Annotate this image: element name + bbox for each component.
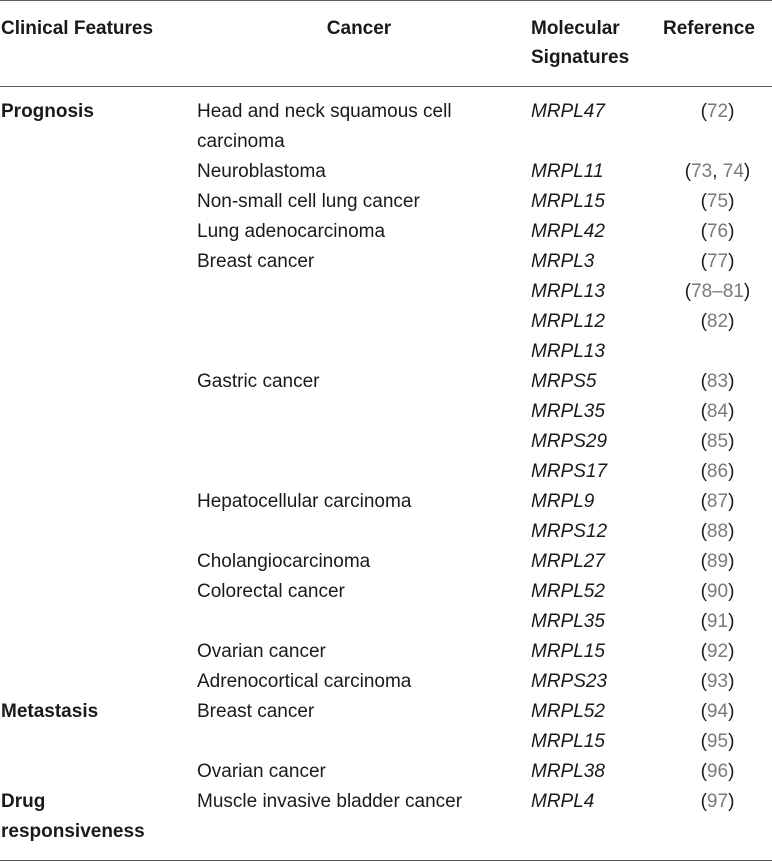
ref-paren: ) bbox=[728, 101, 735, 122]
signature-cell: MRPS23 bbox=[531, 671, 608, 692]
reference-link[interactable]: 94 bbox=[706, 701, 729, 722]
reference-cell bbox=[663, 577, 772, 607]
header-molecular-line2: Signatures bbox=[531, 47, 630, 68]
signature-cell: MRPS17 bbox=[531, 461, 608, 482]
reference-link[interactable]: 92 bbox=[706, 641, 729, 662]
cancer-cell: Breast cancer bbox=[197, 701, 315, 722]
cancer-cell bbox=[197, 97, 531, 157]
ref-paren: ) bbox=[728, 641, 735, 662]
reference-link[interactable]: 96 bbox=[706, 761, 729, 782]
table-row bbox=[0, 697, 772, 727]
cancer-cell: Neuroblastoma bbox=[197, 161, 326, 182]
table-row bbox=[0, 97, 772, 157]
reference-cell bbox=[663, 277, 772, 307]
ref-paren: ) bbox=[728, 311, 735, 332]
signature-cell: MRPL35 bbox=[531, 611, 605, 632]
reference-link[interactable]: 89 bbox=[706, 551, 729, 572]
ref-paren: ( bbox=[700, 791, 707, 812]
reference-link[interactable]: 97 bbox=[706, 791, 729, 812]
signature-cell: MRPL27 bbox=[531, 551, 605, 572]
table-bottom-rule bbox=[0, 860, 772, 861]
ref-paren: ( bbox=[700, 581, 707, 602]
cancer-cell: Ovarian cancer bbox=[197, 761, 326, 782]
ref-paren: ( bbox=[700, 431, 707, 452]
ref-paren: ( bbox=[700, 191, 707, 212]
ref-paren: ( bbox=[700, 221, 707, 242]
ref-paren: ( bbox=[700, 521, 707, 542]
table-row bbox=[0, 247, 772, 277]
reference-cell bbox=[663, 667, 772, 697]
reference-cell bbox=[663, 97, 772, 127]
reference-cell bbox=[663, 367, 772, 397]
reference-link[interactable]: 72 bbox=[706, 101, 729, 122]
ref-paren: ( bbox=[700, 461, 707, 482]
ref-paren: ) bbox=[743, 161, 751, 182]
reference-link[interactable]: 90 bbox=[706, 581, 729, 602]
ref-paren: ( bbox=[700, 731, 707, 752]
signature-cell: MRPL13 bbox=[531, 341, 605, 362]
table-row bbox=[0, 607, 772, 637]
reference-cell bbox=[663, 727, 772, 757]
reference-link[interactable]: 75 bbox=[706, 191, 729, 212]
cancer-cell: Lung adenocarcinoma bbox=[197, 221, 386, 242]
ref-paren: ) bbox=[728, 461, 735, 482]
signature-cell: MRPS5 bbox=[531, 371, 597, 392]
table-row bbox=[0, 337, 772, 367]
ref-paren: ) bbox=[728, 221, 735, 242]
signature-cell: MRPS12 bbox=[531, 521, 608, 542]
reference-cell bbox=[663, 247, 772, 277]
table-row bbox=[0, 187, 772, 217]
signature-cell: MRPL52 bbox=[531, 701, 605, 722]
ref-paren: ( bbox=[700, 251, 707, 272]
table-row bbox=[0, 457, 772, 487]
reference-link[interactable]: 85 bbox=[706, 431, 729, 452]
reference-cell bbox=[663, 757, 772, 787]
reference-link[interactable]: 74 bbox=[722, 161, 744, 182]
ref-paren: ( bbox=[700, 371, 707, 392]
cancer-cell: Non-small cell lung cancer bbox=[197, 191, 420, 212]
table-row bbox=[0, 517, 772, 547]
signature-cell: MRPL11 bbox=[531, 161, 604, 182]
ref-paren: ) bbox=[728, 761, 735, 782]
signature-cell: MRPL42 bbox=[531, 221, 605, 242]
ref-paren: ) bbox=[728, 611, 735, 632]
signature-cell: MRPL15 bbox=[531, 641, 605, 662]
reference-cell bbox=[663, 517, 772, 547]
header-reference: Reference bbox=[663, 18, 755, 39]
ref-paren: ) bbox=[743, 281, 751, 302]
reference-cell bbox=[663, 487, 772, 517]
ref-paren: ( bbox=[700, 101, 707, 122]
table-row bbox=[0, 637, 772, 667]
header-molecular-signatures bbox=[531, 14, 661, 72]
cancer-cell: Gastric cancer bbox=[197, 371, 320, 392]
ref-paren: ) bbox=[728, 431, 735, 452]
reference-link[interactable]: 78–81 bbox=[691, 281, 744, 302]
ref-paren: ) bbox=[728, 671, 735, 692]
ref-paren: ) bbox=[728, 581, 735, 602]
reference-link[interactable]: 86 bbox=[706, 461, 729, 482]
reference-cell bbox=[663, 217, 772, 247]
ref-paren: ( bbox=[684, 281, 692, 302]
reference-cell bbox=[663, 457, 772, 487]
ref-paren: ) bbox=[728, 791, 735, 812]
signature-cell: MRPL4 bbox=[531, 791, 595, 812]
ref-paren: ) bbox=[728, 401, 735, 422]
signature-cell: MRPL38 bbox=[531, 761, 605, 782]
table-row bbox=[0, 397, 772, 427]
ref-paren: ( bbox=[700, 401, 707, 422]
ref-paren: ) bbox=[728, 521, 735, 542]
ref-paren: ( bbox=[700, 671, 707, 692]
reference-cell bbox=[663, 307, 772, 337]
table-row bbox=[0, 757, 772, 787]
signature-cell: MRPL9 bbox=[531, 491, 595, 512]
reference-link[interactable]: 88 bbox=[706, 521, 729, 542]
signature-cell: MRPL12 bbox=[531, 311, 605, 332]
ref-paren: ( bbox=[700, 491, 707, 512]
ref-paren: ) bbox=[728, 551, 735, 572]
reference-link[interactable]: 77 bbox=[706, 251, 729, 272]
ref-paren: ( bbox=[700, 311, 707, 332]
ref-paren: ) bbox=[728, 491, 735, 512]
ref-paren: ( bbox=[700, 761, 707, 782]
cancer-cell: Adrenocortical carcinoma bbox=[197, 671, 412, 692]
reference-cell bbox=[663, 607, 772, 637]
reference-cell bbox=[663, 697, 772, 727]
reference-link[interactable]: 83 bbox=[706, 371, 729, 392]
ref-paren: ( bbox=[684, 161, 692, 182]
reference-link[interactable]: 93 bbox=[706, 671, 729, 692]
reference-cell bbox=[663, 427, 772, 457]
header-rule bbox=[0, 86, 772, 87]
ref-paren: ) bbox=[728, 371, 735, 392]
reference-cell bbox=[663, 787, 772, 817]
feature-cell bbox=[0, 787, 197, 847]
ref-paren: ) bbox=[728, 191, 735, 212]
ref-paren: ( bbox=[700, 641, 707, 662]
table-row bbox=[0, 427, 772, 457]
reference-cell bbox=[663, 397, 772, 427]
ref-paren: ) bbox=[728, 731, 735, 752]
reference-link[interactable]: 87 bbox=[706, 491, 729, 512]
table-row bbox=[0, 577, 772, 607]
reference-link[interactable]: 76 bbox=[706, 221, 729, 242]
cancer-line: carcinoma bbox=[197, 131, 285, 152]
header-cancer-label: Cancer bbox=[326, 18, 392, 39]
reference-cell bbox=[663, 187, 772, 217]
feature-line: Drug bbox=[1, 791, 46, 812]
ref-paren: ) bbox=[728, 701, 735, 722]
cancer-cell: Hepatocellular carcinoma bbox=[197, 491, 412, 512]
feature-cell: Metastasis bbox=[1, 701, 99, 722]
ref-paren: ( bbox=[700, 701, 707, 722]
reference-cell bbox=[663, 157, 772, 187]
table-row bbox=[0, 487, 772, 517]
header-clinical-features: Clinical Features bbox=[1, 18, 154, 39]
signature-cell: MRPL15 bbox=[531, 731, 605, 752]
feature-cell: Prognosis bbox=[1, 101, 94, 122]
signature-cell: MRPL13 bbox=[531, 281, 605, 302]
table-row bbox=[0, 667, 772, 697]
reference-link[interactable]: 95 bbox=[706, 731, 729, 752]
cancer-cell: Breast cancer bbox=[197, 251, 315, 272]
table-row bbox=[0, 307, 772, 337]
ref-separator: , bbox=[712, 161, 723, 182]
cancer-line: Head and neck squamous cell bbox=[197, 101, 452, 122]
reference-cell bbox=[663, 637, 772, 667]
table-row bbox=[0, 217, 772, 247]
table-row bbox=[0, 727, 772, 757]
signature-cell: MRPL47 bbox=[531, 101, 605, 122]
signature-cell: MRPS29 bbox=[531, 431, 608, 452]
feature-line: responsiveness bbox=[1, 821, 145, 842]
signature-cell: MRPL52 bbox=[531, 581, 605, 602]
ref-paren: ( bbox=[700, 611, 707, 632]
ref-paren: ( bbox=[700, 551, 707, 572]
signature-cell: MRPL3 bbox=[531, 251, 595, 272]
table-row bbox=[0, 367, 772, 397]
header-molecular-line1: Molecular bbox=[531, 18, 620, 39]
reference-link[interactable]: 73 bbox=[691, 161, 713, 182]
reference-link[interactable]: 82 bbox=[706, 311, 729, 332]
table-row bbox=[0, 157, 772, 187]
cancer-cell: Muscle invasive bladder cancer bbox=[197, 791, 463, 812]
reference-link[interactable]: 91 bbox=[706, 611, 729, 632]
cancer-cell: Colorectal cancer bbox=[197, 581, 345, 602]
table-top-rule bbox=[0, 0, 772, 1]
reference-link[interactable]: 84 bbox=[706, 401, 729, 422]
table-row bbox=[0, 547, 772, 577]
table-row bbox=[0, 787, 772, 847]
table-body bbox=[0, 97, 772, 847]
signature-cell: MRPL35 bbox=[531, 401, 605, 422]
reference-cell bbox=[663, 547, 772, 577]
cancer-cell: Cholangiocarcinoma bbox=[197, 551, 371, 572]
signature-cell: MRPL15 bbox=[531, 191, 605, 212]
table-row bbox=[0, 277, 772, 307]
ref-paren: ) bbox=[728, 251, 735, 272]
cancer-cell: Ovarian cancer bbox=[197, 641, 326, 662]
